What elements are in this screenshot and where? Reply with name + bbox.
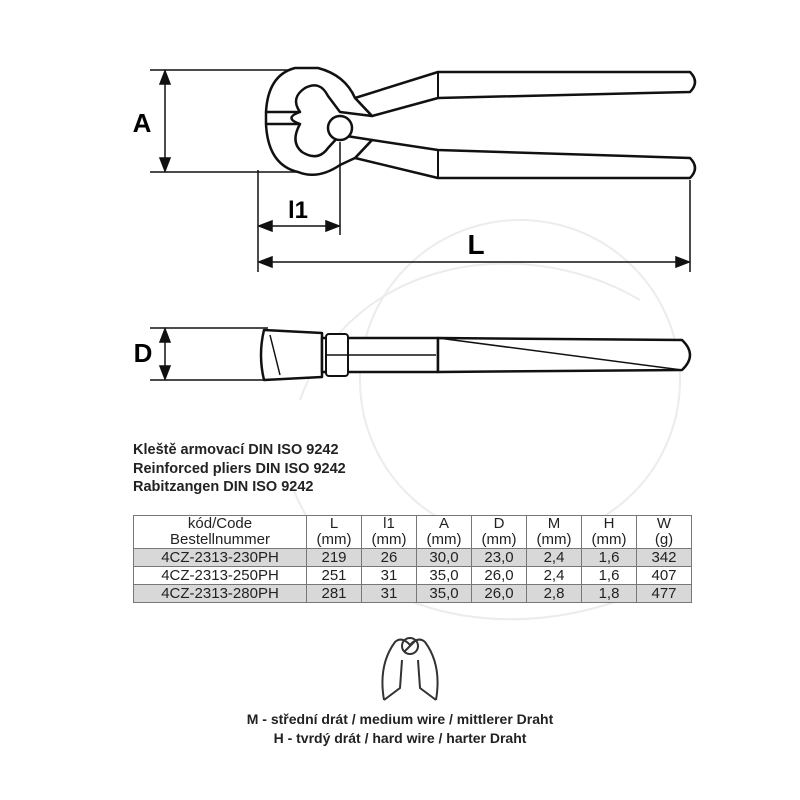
pliers-side-view (261, 330, 690, 380)
cell-H: 1,6 (582, 549, 637, 567)
title-cz: Kleště armovací DIN ISO 9242 (133, 442, 339, 458)
table-row (134, 549, 692, 567)
dimension-D (150, 328, 268, 380)
legend-medium-wire: M - střední drát / medium wire / mittlerer Draht (246, 711, 554, 727)
cell-l1: 31 (362, 585, 417, 603)
cell-L: 251 (307, 567, 362, 585)
wire-legend (0, 710, 800, 748)
cell-code: 4CZ-2313-280PH (134, 585, 307, 603)
legend-hard-wire: H - tvrdý drát / hard wire / harter Draht (273, 730, 527, 746)
cell-A: 35,0 (417, 585, 472, 603)
cell-A: 30,0 (417, 549, 472, 567)
cell-M: 2,4 (527, 567, 582, 585)
cell-W: 407 (637, 567, 692, 585)
cell-l1: 31 (362, 567, 417, 585)
header-L: L (mm) (307, 516, 362, 549)
product-title-block (133, 441, 346, 497)
specification-table (133, 515, 692, 603)
header-A: A (mm) (417, 516, 472, 549)
cell-code: 4CZ-2313-230PH (134, 549, 307, 567)
title-de: Rabitzangen DIN ISO 9242 (133, 479, 314, 495)
cell-H: 1,8 (582, 585, 637, 603)
dimension-l1-label: l1 (287, 197, 309, 224)
dimension-A-label: A (132, 108, 152, 138)
cell-M: 2,4 (527, 549, 582, 567)
header-D: D (mm) (472, 516, 527, 549)
cell-D: 26,0 (472, 585, 527, 603)
dimension-D-label: D (133, 338, 153, 368)
cell-W: 342 (637, 549, 692, 567)
cell-l1: 26 (362, 549, 417, 567)
header-W: W (g) (637, 516, 692, 549)
table-header-row (134, 516, 692, 549)
cell-L: 281 (307, 585, 362, 603)
cell-H: 1,6 (582, 567, 637, 585)
cell-W: 477 (637, 585, 692, 603)
jaw-cross-section-icon (382, 638, 437, 700)
dimension-L-label: L (467, 229, 485, 260)
cell-D: 26,0 (472, 567, 527, 585)
cell-code: 4CZ-2313-250PH (134, 567, 307, 585)
cell-A: 35,0 (417, 567, 472, 585)
table-row (134, 585, 692, 603)
cell-M: 2,8 (527, 585, 582, 603)
header-H: H (mm) (582, 516, 637, 549)
cell-L: 219 (307, 549, 362, 567)
header-M: M (mm) (527, 516, 582, 549)
title-en: Reinforced pliers DIN ISO 9242 (133, 460, 346, 477)
table-row (134, 567, 692, 585)
header-l1: l1 (mm) (362, 516, 417, 549)
cell-D: 23,0 (472, 549, 527, 567)
header-code: kód/Code Bestellnummer (134, 516, 307, 549)
pliers-top-view (266, 68, 695, 178)
